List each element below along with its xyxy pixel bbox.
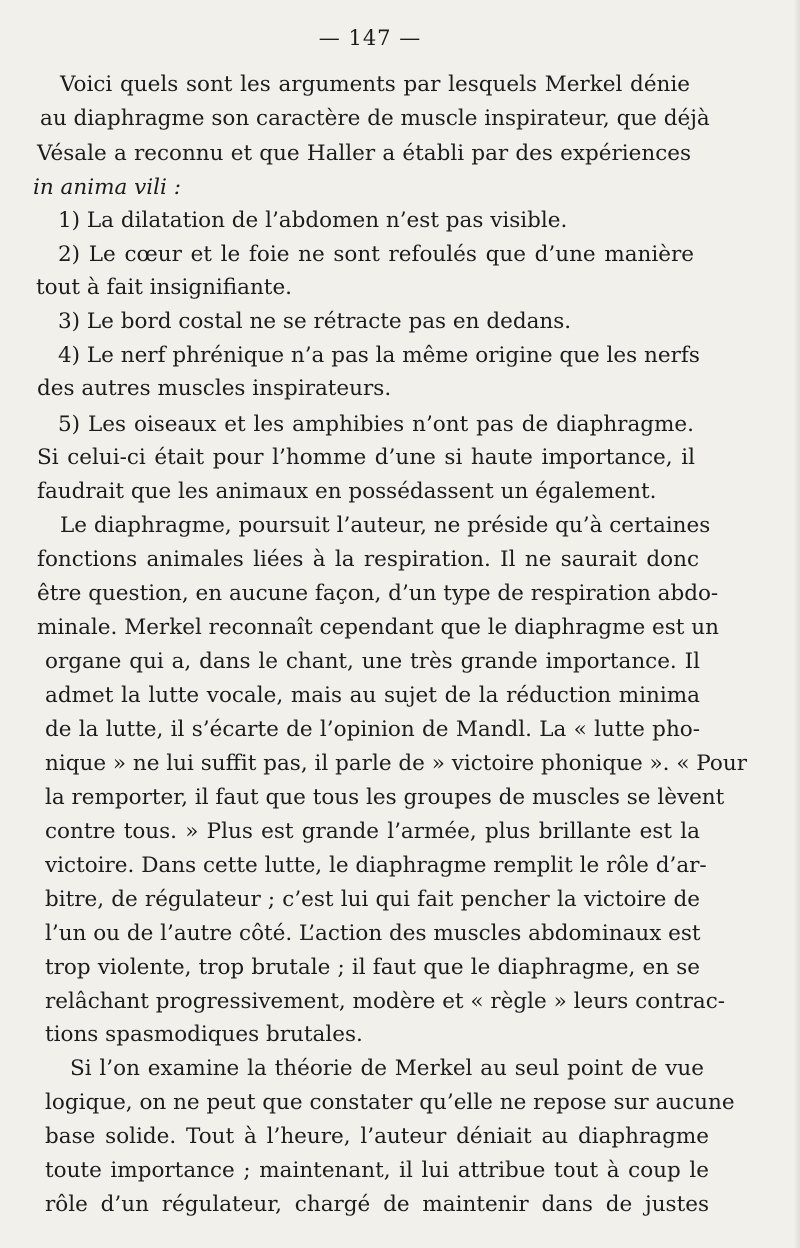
text-line: Si celui-ci était pour l’homme d’une si haute importance, il xyxy=(37,445,695,470)
page-number: — 147 — xyxy=(318,26,422,50)
text-line-italic: in anima vili : xyxy=(33,175,181,200)
list-item-1: 1) La dilatation de l’abdomen n’est pas visible. xyxy=(58,208,568,233)
text-line: la remporter, il faut que tous les groupes de muscles se lèvent xyxy=(45,785,725,810)
text-line: victoire. Dans cette lutte, le diaphragme remplit le rôle d’ar- xyxy=(45,853,707,878)
text-line: tout à fait insignifiante. xyxy=(36,275,293,300)
text-line: tions spasmodiques brutales. xyxy=(45,1022,363,1047)
text-line: faudrait que les animaux en possédassent un également. xyxy=(37,479,657,504)
text-line: organe qui a, dans le chant, une très grande importance. Il xyxy=(45,649,700,674)
text-line: rôle d’un régulateur, chargé de maintenir dans de justes xyxy=(45,1192,709,1217)
text-line: l’un ou de l’autre côté. L’action des muscles abdominaux est xyxy=(45,921,701,946)
text-line: toute importance ; maintenant, il lui attribue tout à coup le xyxy=(45,1158,709,1183)
text-line: être question, en aucune façon, d’un type de respiration abdo- xyxy=(37,581,719,606)
text-line: logique, on ne peut que constater qu’elle ne repose sur aucune xyxy=(45,1090,735,1115)
text-line: des autres muscles inspirateurs. xyxy=(37,376,392,401)
list-item-4: 4) Le nerf phrénique n’a pas la même origine que les nerfs xyxy=(58,343,700,368)
text-line: admet la lutte vocale, mais au sujet de la réduction minima xyxy=(45,683,700,708)
text-line: de la lutte, il s’écarte de l’opinion de Mandl. La « lutte pho- xyxy=(45,717,700,742)
text-line: bitre, de régulateur ; c’est lui qui fait pencher la victoire de xyxy=(45,887,700,912)
text-line: contre tous. » Plus est grande l’armée, plus brillante est la xyxy=(45,819,700,844)
text-line: Si l’on examine la théorie de Merkel au seul point de vue xyxy=(70,1056,704,1081)
text-line: minale. Merkel reconnaît cependant que le diaphragme est un xyxy=(37,615,719,640)
text-line: Le diaphragme, poursuit l’auteur, ne préside qu’à certaines xyxy=(60,513,711,538)
list-item-5: 5) Les oiseaux et les amphibies n’ont pas de diaphragme. xyxy=(58,412,694,437)
text-line: trop violente, trop brutale ; il faut que le diaphragme, en se xyxy=(45,955,700,980)
text-line: base solide. Tout à l’heure, l’auteur déniait au diaphragme xyxy=(45,1124,709,1149)
text-line: relâchant progressivement, modère et « règle » leurs contrac- xyxy=(45,989,726,1014)
page-edge-shadow xyxy=(794,0,800,1248)
text-line: nique » ne lui suffit pas, il parle de » victoire phonique ». « Pour xyxy=(45,751,747,776)
text-line: fonctions animales liées à la respiration. Il ne saurait donc xyxy=(37,547,699,572)
list-item-3: 3) Le bord costal ne se rétracte pas en dedans. xyxy=(58,309,572,334)
text-line: Voici quels sont les arguments par lesquels Merkel dénie xyxy=(60,72,690,97)
text-line: au diaphragme son caractère de muscle inspirateur, que déjà xyxy=(40,106,710,131)
list-item-2: 2) Le cœur et le foie ne sont refoulés que d’une manière xyxy=(58,242,694,267)
text-line: Vésale a reconnu et que Haller a établi par des expériences xyxy=(37,141,691,166)
